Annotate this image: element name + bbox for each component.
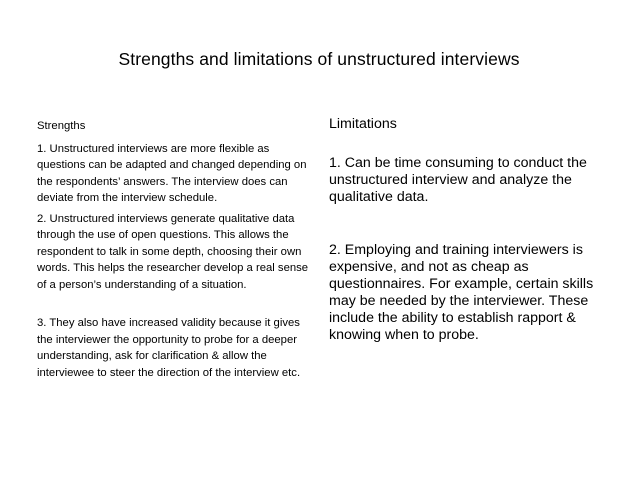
strengths-heading: Strengths	[37, 120, 86, 132]
limitations-column	[329, 114, 619, 344]
strength-item: 3. They also have increased validity because it gives the interviewer the opportunity to probe for a deeper understanding, ask for clarification & allow the interviewee to steer the direction of the interview etc.	[37, 317, 301, 379]
limitation-item: 1. Can be time consuming to conduct the unstructured interview and analyze the qualitative data.	[329, 155, 587, 205]
slide-title: Strengths and limitations of unstructured interviews	[118, 49, 520, 69]
limitations-heading: Limitations	[329, 116, 397, 132]
strength-item: 1. Unstructured interviews are more flexible as questions can be adapted and changed depending on the respondents’ answers. The interview does can deviate from the interview schedule.	[37, 142, 307, 204]
strengths-column	[37, 118, 309, 381]
limitation-item: 2. Employing and training interviewers is expensive, and not as cheap as questionnaires. For example, certain skills may be needed by the interviewer. These include the ability to establish rapport & knowing when to probe.	[329, 242, 594, 343]
strength-item: 2. Unstructured interviews generate qualitative data through the use of open questions. This allows the respondent to talk in some depth, choosing their own words. This helps the researcher develop a real sense of a person’s understanding of a situation.	[37, 212, 309, 291]
